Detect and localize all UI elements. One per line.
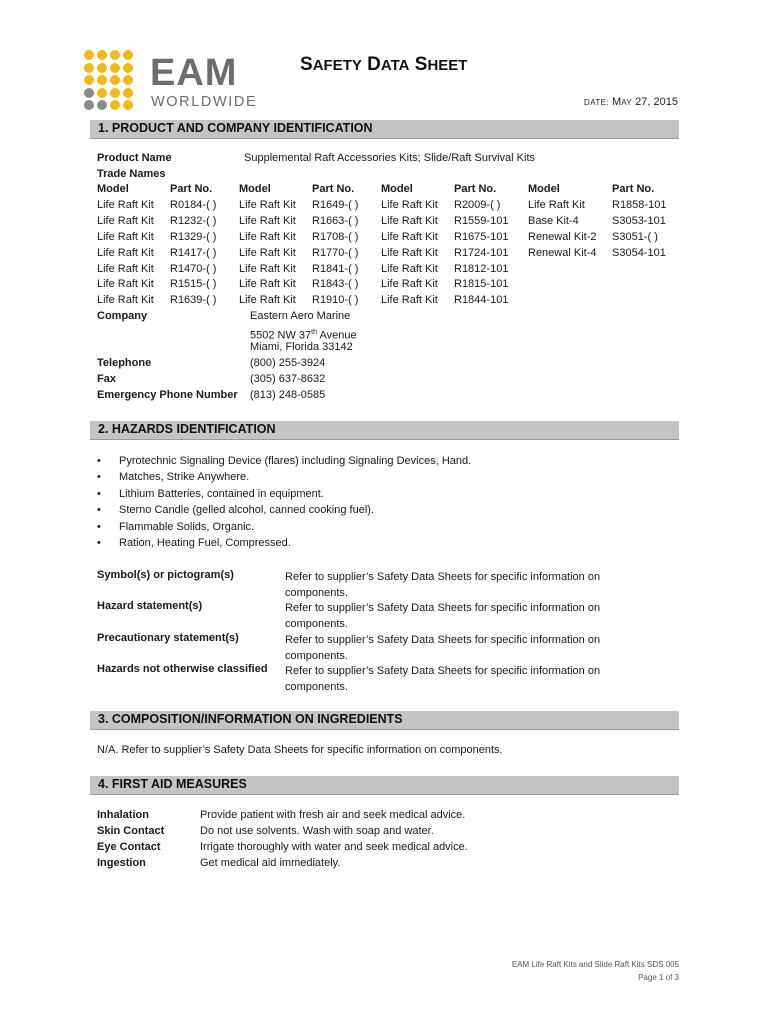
model-column-header: Model — [528, 183, 560, 195]
model-cell: Life Raft Kit — [239, 214, 296, 227]
document-title: SAFETY DATA SHEET — [300, 54, 468, 75]
company-label: Company — [97, 310, 148, 322]
footer-doc-name: EAM Life Raft Kits and Slide Raft Kits SDS 005 — [511, 960, 679, 969]
logo-dot — [97, 75, 107, 85]
logo-dot — [110, 50, 120, 60]
bullet-icon: • — [97, 455, 101, 467]
first-aid-label-eye: Eye Contact — [97, 841, 161, 853]
part-number-cell: R1844-101 — [454, 294, 509, 307]
model-cell: Life Raft Kit — [381, 246, 438, 259]
part-number-cell: S3053-101 — [612, 214, 666, 227]
trade-names-label: Trade Names — [97, 168, 166, 180]
logo-dot — [110, 88, 120, 98]
model-cell: Life Raft Kit — [381, 278, 438, 291]
list-item: • Sterno Candle (gelled alcohol, canned cooking fuel). — [97, 502, 471, 518]
bullet-icon: • — [97, 471, 101, 484]
first-aid-value-inhalation: Provide patient with fresh air and seek medical advice. — [200, 809, 466, 821]
model-cell: Life Raft Kit — [239, 262, 296, 275]
part-column-header: Part No. — [170, 183, 213, 195]
logo-dot — [84, 63, 94, 73]
logo-dot — [123, 50, 133, 60]
logo-dot — [97, 100, 107, 110]
bullet-icon: • — [97, 504, 101, 517]
model-column-header: Model — [381, 183, 413, 195]
fax-label: Fax — [97, 373, 116, 385]
date-label: DATE: — [584, 98, 609, 107]
logo-dot — [97, 63, 107, 73]
fax-value: (305) 637-8632 — [250, 373, 326, 385]
first-aid-label-ingestion: Ingestion — [97, 857, 146, 869]
composition-text: N/A. Refer to supplier’s Safety Data Sheets for specific information on components. — [97, 744, 503, 756]
logo-dot-grid-icon — [84, 50, 144, 112]
logo-dot — [84, 100, 94, 110]
part-number-cell: R1841-( ) — [312, 262, 359, 275]
model-cell: Renewal Kit-4 — [528, 246, 597, 259]
part-number-cell: R1559-101 — [454, 214, 509, 227]
model-cell: Life Raft Kit — [239, 198, 296, 211]
logo-dot — [97, 88, 107, 98]
bullet-icon: • — [97, 520, 101, 533]
model-cell: Life Raft Kit — [97, 198, 154, 211]
part-number-cell: R1812-101 — [454, 262, 509, 275]
document-date: DATE: MAY 27, 2015 — [584, 96, 678, 108]
part-number-cell: R1858-101 — [612, 198, 667, 211]
part-number-cell: R1329-( ) — [170, 230, 217, 243]
part-number-cell: R1232-( ) — [170, 214, 217, 227]
part-number-cell: R2009-( ) — [454, 198, 501, 211]
part-number-cell: R1843-( ) — [312, 278, 359, 291]
model-column-header: Model — [239, 183, 271, 195]
model-cell: Renewal Kit-2 — [528, 230, 597, 243]
emergency-phone-label: Emergency Phone Number — [97, 389, 238, 401]
part-number-cell: R1770-( ) — [312, 246, 359, 259]
model-cell: Life Raft Kit — [528, 198, 585, 211]
part-column-header: Part No. — [612, 183, 655, 195]
list-item: • Ration, Heating Fuel, Compressed. — [97, 535, 471, 551]
company-address: 5502 NW 37th Avenue — [250, 329, 357, 342]
logo-dot — [123, 63, 133, 73]
emergency-phone-value: (813) 248-0585 — [250, 389, 326, 401]
model-cell: Life Raft Kit — [239, 246, 296, 259]
list-item: • Matches, Strike Anywhere. — [97, 469, 471, 485]
logo-dot — [84, 88, 94, 98]
part-number-cell: R1515-( ) — [170, 278, 217, 291]
first-aid-label-skin: Skin Contact — [97, 825, 165, 837]
model-cell: Life Raft Kit — [239, 294, 296, 307]
part-number-cell: R1815-101 — [454, 278, 509, 291]
model-column-header: Model — [97, 183, 129, 195]
section-4-header: 4. FIRST AID MEASURES — [90, 776, 679, 795]
model-cell: Life Raft Kit — [381, 230, 438, 243]
first-aid-label-inhalation: Inhalation — [97, 809, 149, 821]
logo-wordmark: EAM — [150, 52, 238, 94]
part-number-cell: R1675-101 — [454, 230, 509, 243]
model-cell: Life Raft Kit — [97, 262, 154, 275]
model-cell: Life Raft Kit — [239, 278, 296, 291]
first-aid-value-ingestion: Get medical aid immediately. — [200, 857, 341, 869]
model-cell: Life Raft Kit — [381, 198, 438, 211]
bullet-icon: • — [97, 487, 101, 500]
model-cell: Life Raft Kit — [381, 294, 438, 307]
logo-tagline: WORLDWIDE — [151, 94, 258, 110]
logo-dot — [84, 50, 94, 60]
model-cell: Life Raft Kit — [97, 230, 154, 243]
logo-dot — [123, 88, 133, 98]
section-2-header: 2. HAZARDS IDENTIFICATION — [90, 421, 679, 440]
model-cell: Life Raft Kit — [97, 278, 154, 291]
list-item: • Flammable Solids, Organic. — [97, 519, 471, 535]
logo-dot — [97, 50, 107, 60]
first-aid-value-skin: Do not use solvents. Wash with soap and water. — [200, 825, 434, 837]
part-number-cell: R1708-( ) — [312, 230, 359, 243]
hazard-bullet-list — [97, 453, 471, 551]
page-footer — [512, 958, 679, 984]
company-logo — [84, 50, 258, 112]
telephone-value: (800) 255-3924 — [250, 357, 326, 369]
list-item: • Pyrotechnic Signaling Device (flares) including Signaling Devices, Hand. — [97, 453, 471, 469]
part-number-cell: S3051-( ) — [612, 230, 658, 243]
product-name-value: Supplemental Raft Accessories Kits; Slide/Raft Survival Kits — [244, 152, 536, 164]
part-number-cell: R1649-( ) — [312, 198, 359, 211]
list-item: • Lithium Batteries, contained in equipment. — [97, 486, 471, 502]
model-cell: Life Raft Kit — [381, 214, 438, 227]
product-name-label: Product Name — [97, 152, 172, 164]
logo-dot — [110, 63, 120, 73]
first-aid-value-eye: Irrigate thoroughly with water and seek medical advice. — [200, 841, 468, 853]
model-cell: Life Raft Kit — [239, 230, 296, 243]
company-city: Miami, Florida 33142 — [250, 341, 353, 353]
logo-dot — [110, 100, 120, 110]
part-number-cell: R1470-( ) — [170, 262, 217, 275]
model-cell: Base Kit-4 — [528, 214, 579, 227]
model-cell: Life Raft Kit — [97, 246, 154, 259]
logo-dot — [123, 100, 133, 110]
logo-dot — [123, 75, 133, 85]
part-number-cell: R0184-( ) — [170, 198, 217, 211]
logo-dot — [84, 75, 94, 85]
part-number-cell: S3054-101 — [612, 246, 666, 259]
section-1-header: 1. PRODUCT AND COMPANY IDENTIFICATION — [90, 120, 679, 139]
model-cell: Life Raft Kit — [381, 262, 438, 275]
part-number-cell: R1417-( ) — [170, 246, 217, 259]
part-column-header: Part No. — [454, 183, 497, 195]
part-number-cell: R1663-( ) — [312, 214, 359, 227]
section-3-header: 3. COMPOSITION/INFORMATION ON INGREDIENTS — [90, 711, 679, 730]
part-number-cell: R1639-( ) — [170, 294, 217, 307]
logo-dot — [110, 75, 120, 85]
bullet-icon: • — [97, 537, 101, 550]
part-column-header: Part No. — [312, 183, 355, 195]
model-cell: Life Raft Kit — [97, 214, 154, 227]
footer-page-number: Page 1 of 3 — [638, 973, 679, 982]
model-cell: Life Raft Kit — [97, 294, 154, 307]
company-name: Eastern Aero Marine — [250, 310, 351, 322]
telephone-label: Telephone — [97, 357, 152, 369]
part-number-cell: R1724-101 — [454, 246, 509, 259]
part-number-cell: R1910-( ) — [312, 294, 359, 307]
